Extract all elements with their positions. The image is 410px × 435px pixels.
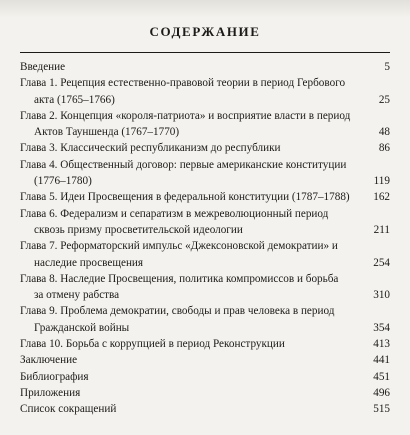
toc-entry-page-number: 119	[373, 175, 390, 188]
toc-entry-title-line1: Глава 1. Рецепция естественно-правовой теории в период Гербового	[20, 77, 346, 90]
toc-entry[interactable]	[20, 59, 390, 75]
toc-entry-title-line1: Приложения	[20, 386, 81, 399]
toc-entry-title-line2: Актов Тауншенда (1767–1770)	[34, 126, 180, 139]
toc-entry-title-line1: Глава 5. Идеи Просвещения в федеральной конституции (1787–1788)	[20, 191, 350, 204]
toc-entry[interactable]	[20, 303, 390, 336]
toc-entry-page-number: 515	[373, 403, 390, 416]
toc-entry-page-number: 496	[373, 386, 390, 399]
toc-entry[interactable]	[20, 385, 390, 401]
toc-entry-title-line1: Глава 4. Общественный договор: первые американские конституции	[20, 158, 347, 171]
toc-entry-title-line1: Заключение	[20, 354, 78, 367]
toc-entry-title	[20, 75, 364, 108]
toc-entry[interactable]	[20, 336, 390, 352]
toc-entry[interactable]	[20, 140, 390, 156]
toc-entry-title-line1: Глава 6. Федерализм и сепаратизм в межреволюционный период	[20, 207, 329, 220]
toc-entry-title	[20, 59, 364, 75]
toc-entry-title-line1: Глава 2. Концепция «короля-патриота» и восприятие власти в период	[20, 109, 351, 122]
toc-entry[interactable]	[20, 189, 390, 205]
toc-entry[interactable]	[20, 75, 390, 108]
toc-entry-title	[20, 385, 364, 401]
toc-entry-page-number: 211	[373, 223, 390, 236]
toc-entry-page-number: 413	[373, 338, 390, 351]
toc-entry-title-line1: Глава 10. Борьба с коррупцией в период Реконструкции	[20, 338, 285, 351]
toc-entry-title-line2: акта (1765–1766)	[34, 93, 115, 106]
toc-entry-title	[20, 157, 364, 190]
toc-entry-page-number: 254	[373, 256, 390, 269]
toc-entry-title	[20, 401, 364, 417]
toc-entry-page-number: 354	[373, 321, 390, 334]
toc-entry-title	[20, 336, 364, 352]
toc-entry-title-line2: (1776–1780)	[34, 175, 92, 188]
toc-entry[interactable]	[20, 238, 390, 271]
toc-entry-title	[20, 238, 364, 271]
toc-entry[interactable]	[20, 157, 390, 190]
toc-entry[interactable]	[20, 271, 390, 304]
toc-entry-page-number: 5	[384, 61, 390, 73]
toc-entry-title	[20, 206, 364, 239]
toc-entry[interactable]	[20, 401, 390, 417]
toc-entry-page-number: 25	[378, 93, 390, 106]
toc-page	[20, 24, 390, 418]
toc-entry-title	[20, 108, 364, 141]
toc-entry-title-line2: за отмену рабства	[34, 289, 120, 302]
toc-entry-title-line1: Глава 8. Наследие Просвещения, политика компромиссов и борьба	[20, 272, 339, 285]
toc-entry-title-line1: Библиография	[20, 370, 89, 383]
title-rule	[20, 52, 390, 53]
toc-entry-title-line1: Список сокращений	[20, 403, 117, 416]
toc-entry-title-line1: Глава 9. Проблема демократии, свободы и прав человека в период	[20, 305, 335, 318]
toc-entry-title-line1: Глава 7. Реформаторский импульс «Джексоновской демократии» и	[20, 240, 338, 253]
toc-entry-page-number: 441	[373, 354, 390, 367]
toc-entry-title	[20, 369, 364, 385]
toc-entry-title	[20, 271, 364, 304]
toc-entry-title	[20, 352, 364, 368]
toc-entry-page-number: 451	[373, 370, 390, 383]
toc-entry-title	[20, 303, 364, 336]
toc-entry[interactable]	[20, 108, 390, 141]
toc-entry-title-line1: Глава 3. Классический республиканизм до республики	[20, 142, 281, 155]
toc-entry-title	[20, 140, 364, 156]
toc-entry-page-number: 310	[373, 289, 390, 302]
toc-title: СОДЕРЖАНИЕ	[149, 24, 261, 39]
toc-entry-page-number: 162	[373, 191, 390, 204]
toc-entry[interactable]	[20, 369, 390, 385]
toc-entry-title-line2: сквозь призму просветительской идеологии	[34, 223, 243, 236]
toc-entry[interactable]	[20, 206, 390, 239]
toc-entry-page-number: 86	[378, 142, 390, 155]
toc-entry-page-number: 48	[378, 126, 390, 139]
previous-page-bleed	[0, 0, 410, 18]
toc-entry-title-line2: Гражданской войны	[34, 321, 130, 334]
toc-entry-title	[20, 189, 364, 205]
toc-entry[interactable]	[20, 352, 390, 368]
toc-entry-title-line2: наследие просвещения	[34, 256, 144, 269]
toc-list	[20, 59, 390, 418]
toc-entry-title-line1: Введение	[20, 61, 66, 73]
